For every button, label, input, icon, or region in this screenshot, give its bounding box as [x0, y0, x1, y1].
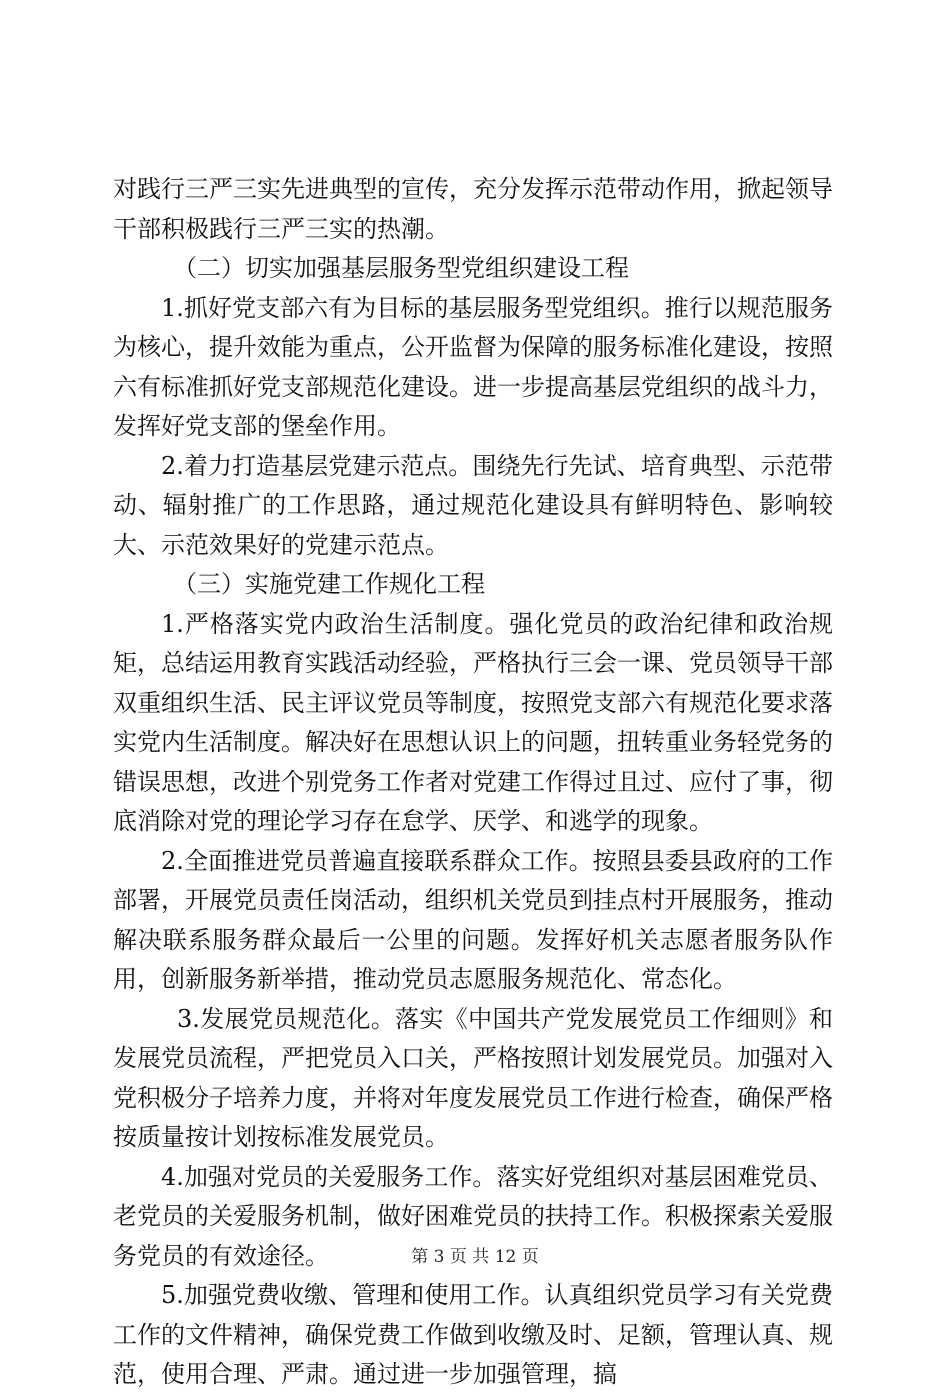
page-number-footer: 第 3 页 共 12 页 [411, 1247, 539, 1267]
paragraph-item-3-1: 1.严格落实党内政治生活制度。强化党员的政治纪律和政治规矩，总结运用教育实践活动经验，严格执行三会一课、党员领导干部双重组织生活、民主评议党员等制度，按照党支部六有规范化要求落实党内生活制度。解决好在思想认识上的问题，扭转重业务轻党务的错误思想，改进个别党务工作者对党建工作得过且过、应付了事，彻底消除对党的理论学习存在怠学、厌学、和逃学的现象。 [113, 609, 833, 835]
paragraph-continuation: 对践行三严三实先进典型的宣传，充分发挥示范带动作用，掀起领导干部积极践行三严三实的热潮。 [113, 175, 833, 243]
paragraph-item-3-4: 4.加强对党员的关爱服务工作。落实好党组织对基层困难党员、老党员的关爱服务机制，做好困难党员的扶持工作。积极探索关爱服务党员的有效途径。 [113, 1162, 833, 1270]
paragraph-item-3-3: 3.发展党员规范化。落实《中国共产党发展党员工作细则》和发展党员流程，严把党员入口关，严格按照计划发展党员。加强对入党积极分子培养力度，并将对年度发展党员工作进行检查，确保严格按质量按计划按标准发展党员。 [113, 1004, 833, 1151]
section-heading-3: （三）实施党建工作规化工程 [173, 570, 485, 598]
paragraph-item-3-2: 2.全面推进党员普遍直接联系群众工作。按照县委县政府的工作部署，开展党员责任岗活动，组织机关党员到挂点村开展服务，推动解决联系服务群众最后一公里的问题。发挥好机关志愿者服务队作用，创新服务新举措，推动党员志愿服务规范化、常态化。 [113, 846, 833, 993]
section-heading-2: （二）切实加强基层服务型党组织建设工程 [173, 254, 629, 282]
paragraph-item-2-1: 1.抓好党支部六有为目标的基层服务型党组织。推行以规范服务为核心，提升效能为重点，公开监督为保障的服务标准化建设，按照六有标准抓好党支部规范化建设。进一步提高基层党组织的战斗力，发挥好党支部的堡垒作用。 [113, 293, 833, 440]
document-body [113, 170, 833, 1395]
paragraph-item-2-2: 2.着力打造基层党建示范点。围绕先行先试、培育典型、示范带动、辐射推广的工作思路，通过规范化建设具有鲜明特色、影响较大、示范效果好的党建示范点。 [113, 451, 833, 559]
paragraph-item-3-5: 5.加强党费收缴、管理和使用工作。认真组织党员学习有关党费工作的文件精神，确保党费工作做到收缴及时、足额，管理认真、规范，使用合理、严肃。通过进一步加强管理，搞 [113, 1281, 833, 1388]
